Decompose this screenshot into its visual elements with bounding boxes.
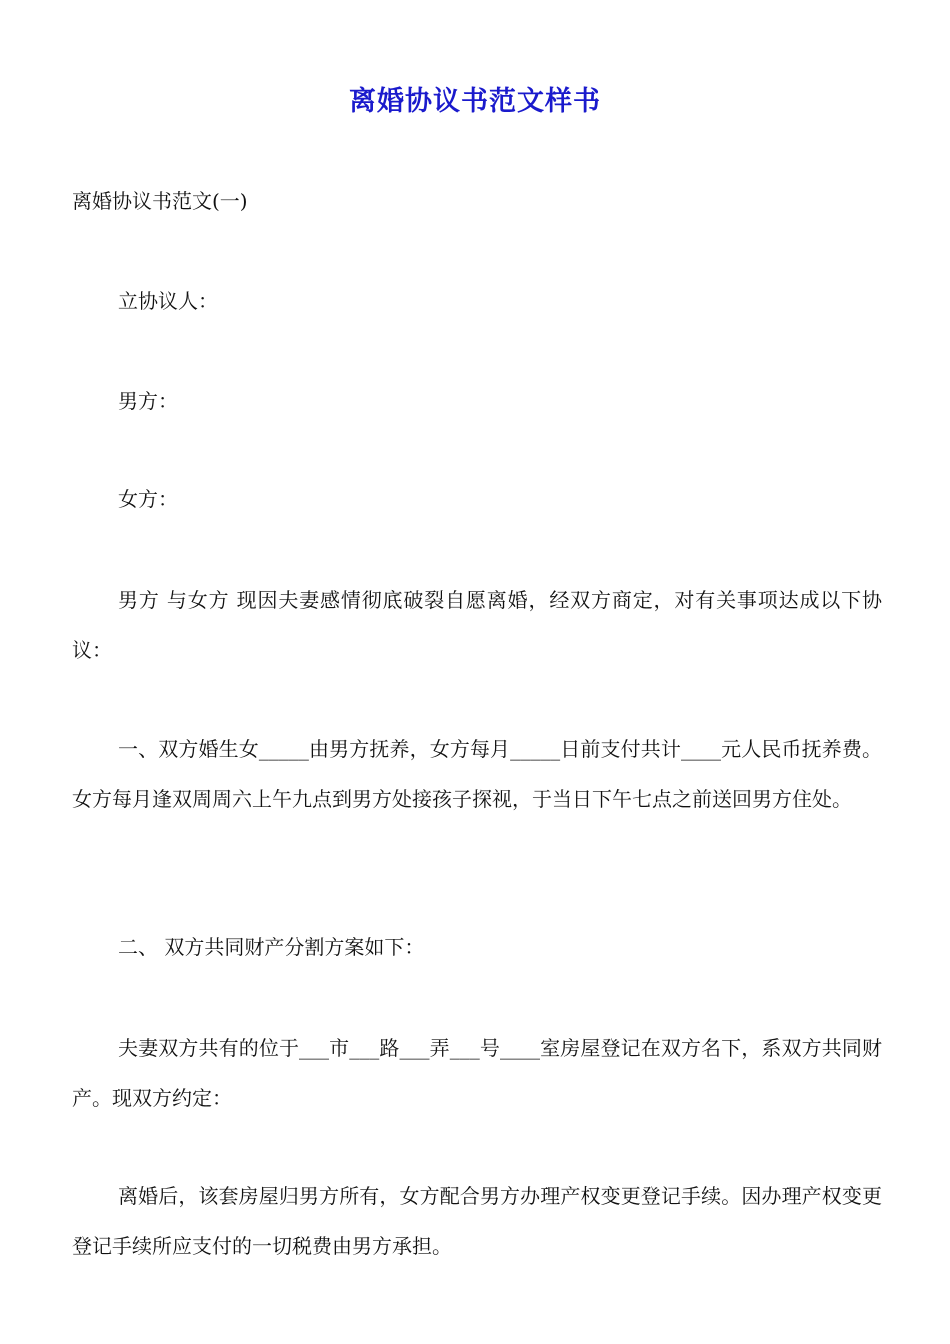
paragraph-male: 男方： <box>118 389 178 413</box>
document-title: 离婚协议书范文样书 <box>349 86 601 117</box>
paragraph-clause-2: 二、 双方共同财产分割方案如下： <box>118 935 425 959</box>
paragraph-female: 女方： <box>118 487 178 511</box>
paragraph-clause-1: 一、双方婚生女_____由男方抚养，女方每月_____日前支付共计____元人民币抚养费。女方每月逢双周周六上午九点到男方处接孩子探视，于当日下午七点之前送回男方住处。 <box>72 737 882 811</box>
paragraph-intro: 男方 与女方 现因夫妻感情彻底破裂自愿离婚，经双方商定，对有关事项达成以下协议： <box>72 588 882 662</box>
paragraph-house-ownership: 离婚后，该套房屋归男方所有，女方配合男方办理产权变更登记手续。因办理产权变更登记手续所应支付的一切税费由男方承担。 <box>72 1184 882 1258</box>
section-heading: 离婚协议书范文(一) <box>72 189 248 213</box>
paragraph-property: 夫妻双方共有的位于___市___路___弄___号____室房屋登记在双方名下，系双方共同财产。现双方约定： <box>72 1036 882 1110</box>
paragraph-parties: 立协议人： <box>118 289 218 313</box>
